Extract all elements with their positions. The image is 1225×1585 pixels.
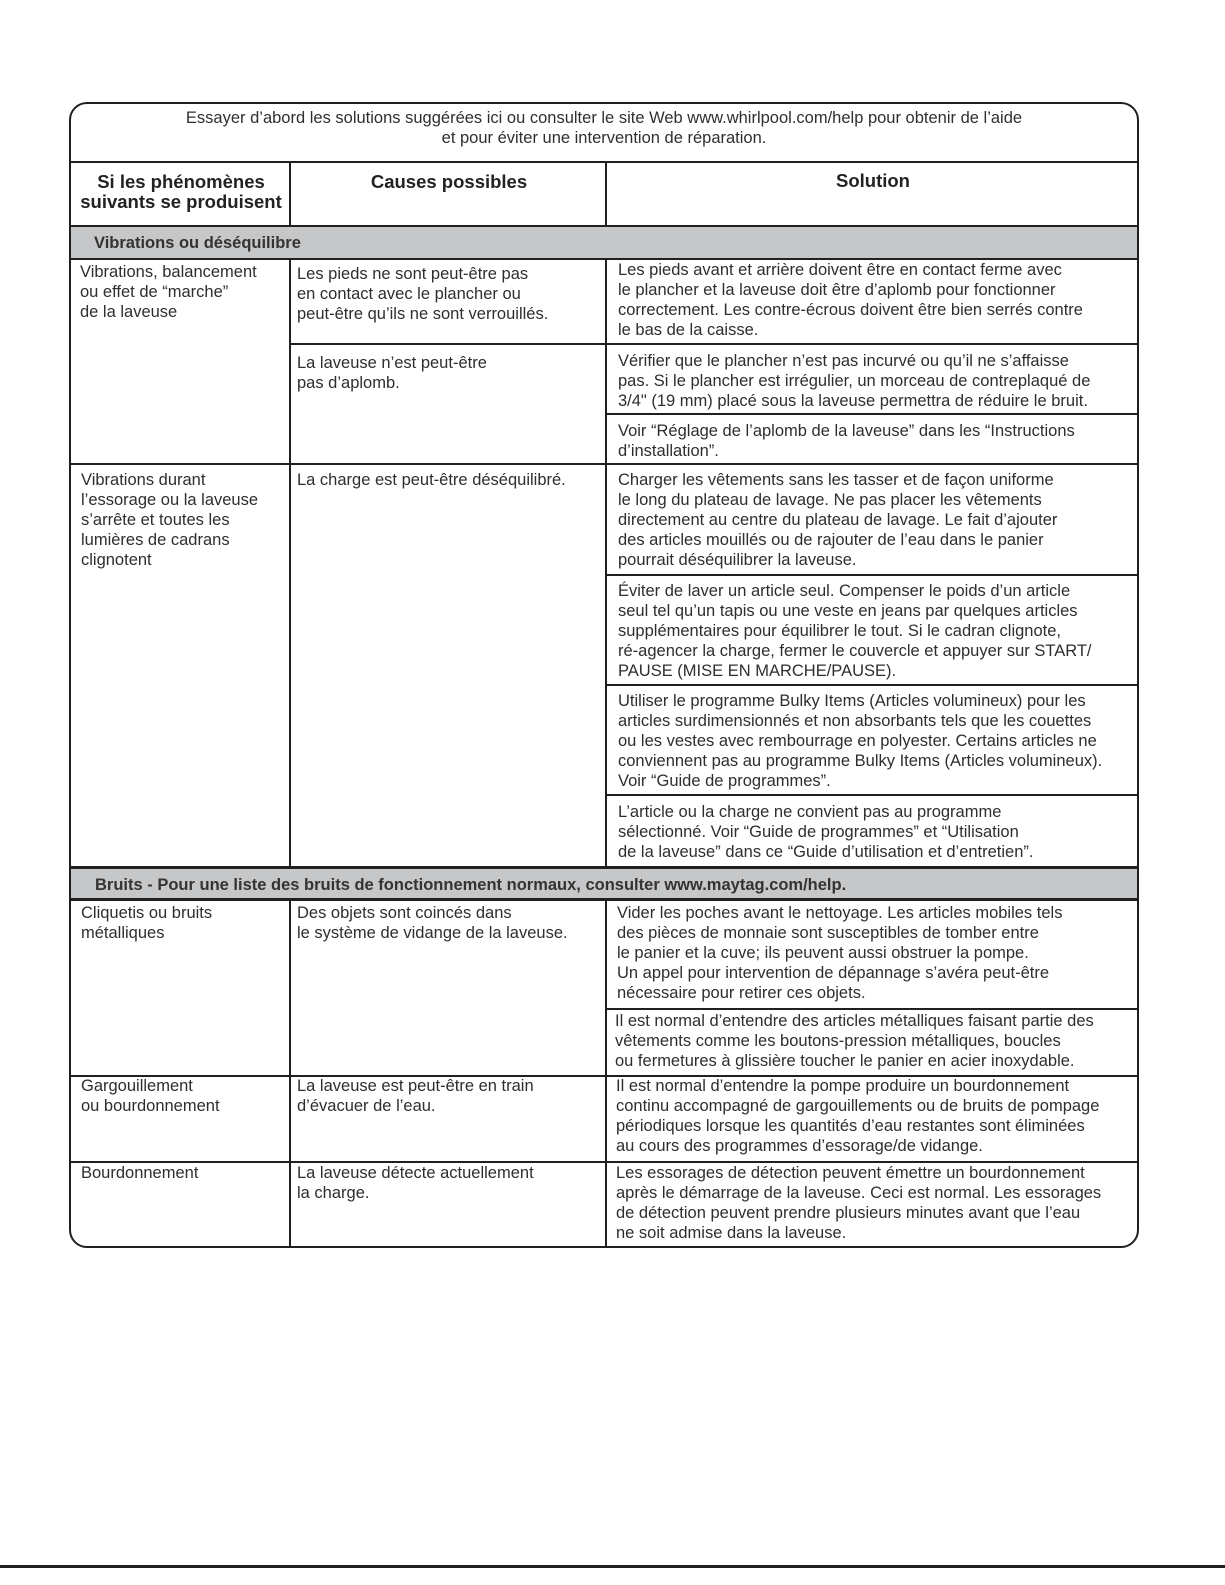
- text-line: de la laveuse: [80, 303, 178, 321]
- text-line: Bourdonnement: [81, 1164, 199, 1182]
- cause-cell: [297, 1076, 534, 1116]
- text-line: Il est normal d’entendre la pompe produire un bourdonnement: [616, 1077, 1070, 1095]
- text-line: ré-agencer la charge, fermer le couvercle et appuyer sur START/: [618, 642, 1092, 660]
- text-line: Des objets sont coincés dans: [297, 904, 512, 922]
- cause-cell: [297, 1163, 534, 1203]
- text-line: le système de vidange de la laveuse.: [297, 924, 568, 942]
- intro-text: [71, 104, 1137, 162]
- text-line: ou bourdonnement: [81, 1097, 220, 1115]
- column-header-problem: [73, 172, 289, 212]
- text-line: Gargouillement: [81, 1077, 193, 1095]
- intro-line-1: Essayer d’abord les solutions suggérées ici ou consulter le site Web www.whirlpool.com/help pour obtenir de l’aide: [185, 109, 1023, 127]
- text-line: ou effet de “marche”: [80, 283, 229, 301]
- text-line: métalliques: [81, 924, 165, 942]
- cause-cell: [297, 903, 568, 943]
- text-line: après le démarrage de la laveuse. Ceci est normal. Les essorages: [616, 1184, 1102, 1202]
- row-divider: [605, 684, 1139, 686]
- column-divider: [605, 162, 607, 226]
- section-title: Vibrations ou déséquilibre: [94, 234, 301, 252]
- column-header-problem-line-2: suivants se produisent: [80, 191, 282, 212]
- text-line: le panier et la cuve; ils peuvent aussi obstruer la pompe.: [617, 944, 1029, 962]
- text-line: Utiliser le programme Bulky Items (Articles volumineux) pour les: [618, 692, 1086, 710]
- column-header-causes: Causes possibles: [370, 171, 528, 192]
- solution-cell: [616, 1163, 1101, 1243]
- solution-cell: [618, 691, 1102, 791]
- text-line: Charger les vêtements sans les tasser et de façon uniforme: [618, 471, 1054, 489]
- section-header-noise: [71, 866, 1137, 901]
- text-line: Les pieds avant et arrière doivent être en contact ferme avec: [618, 261, 1062, 279]
- text-line: ou les vestes avec rembourrage en polyester. Certains articles ne: [618, 732, 1097, 750]
- solution-cell: [618, 421, 1075, 461]
- text-line: articles surdimensionnés et non absorbants tels que les couettes: [618, 712, 1092, 730]
- text-line: pas. Si le plancher est irrégulier, un morceau de contreplaqué de: [618, 372, 1091, 390]
- text-line: de la laveuse” dans ce “Guide d’utilisation et d’entretien”.: [618, 843, 1034, 861]
- text-line: le plancher et la laveuse doit être d’aplomb pour fonctionner: [618, 281, 1056, 299]
- solution-cell: [615, 1011, 1094, 1071]
- solution-cell: [618, 802, 1034, 862]
- text-line: correctement. Les contre-écrous doivent être bien serrés contre: [618, 301, 1083, 319]
- text-line: La laveuse est peut-être en train: [297, 1077, 534, 1095]
- text-line: périodiques lorsque les quantités d’eau restantes sont éliminées: [616, 1117, 1085, 1135]
- text-line: conviennent pas au programme Bulky Items (Articles volumineux).: [618, 752, 1103, 770]
- text-line: peut-être qu’ils ne sont verrouillés.: [297, 305, 549, 323]
- text-line: d’évacuer de l’eau.: [297, 1097, 436, 1115]
- text-line: lumières de cadrans: [81, 531, 230, 549]
- cause-cell: [297, 353, 487, 393]
- text-line: directement au centre du plateau de lavage. Le fait d’ajouter: [618, 511, 1058, 529]
- text-line: 3/4" (19 mm) placé sous la laveuse permettra de réduire le bruit.: [618, 392, 1088, 410]
- text-line: au cours des programmes d’essorage/de vidange.: [616, 1137, 983, 1155]
- text-line: ne soit admise dans la laveuse.: [616, 1224, 847, 1242]
- section-header-vibrations: [71, 225, 1137, 260]
- text-line: Les essorages de détection peuvent émettre un bourdonnement: [616, 1164, 1085, 1182]
- text-line: en contact avec le plancher ou: [297, 285, 521, 303]
- text-line: PAUSE (MISE EN MARCHE/PAUSE).: [618, 662, 897, 680]
- troubleshooting-table: [69, 102, 1139, 1248]
- text-line: Il est normal d’entendre des articles métalliques faisant partie des: [615, 1012, 1094, 1030]
- solution-cell: [618, 581, 1092, 681]
- text-line: sélectionné. Voir “Guide de programmes” et “Utilisation: [618, 823, 1019, 841]
- text-line: La laveuse n’est peut-être: [297, 354, 487, 372]
- solution-cell: [618, 351, 1090, 411]
- text-line: L’article ou la charge ne convient pas au programme: [618, 803, 1002, 821]
- text-line: Vider les poches avant le nettoyage. Les articles mobiles tels: [617, 904, 1063, 922]
- row-divider: [71, 463, 1137, 465]
- solution-cell: [618, 470, 1057, 570]
- text-line: s’arrête et toutes les: [81, 511, 230, 529]
- text-line: Voir “Réglage de l’aplomb de la laveuse” dans les “Instructions: [618, 422, 1075, 440]
- row-divider: [605, 794, 1139, 796]
- row-divider: [605, 1008, 1139, 1010]
- text-line: Cliquetis ou bruits: [81, 904, 213, 922]
- solution-cell: [617, 903, 1062, 1003]
- text-line: de détection peuvent prendre plusieurs minutes avant que l’eau: [616, 1204, 1081, 1222]
- text-line: l’essorage ou la laveuse: [81, 491, 259, 509]
- problem-cell: [81, 1163, 198, 1183]
- text-line: continu accompagné de gargouillements ou de bruits de pompage: [616, 1097, 1100, 1115]
- row-divider: [289, 343, 1139, 345]
- text-line: d’installation”.: [618, 442, 719, 460]
- column-divider: [289, 260, 291, 866]
- intro-line-2: et pour éviter une intervention de réparation.: [441, 129, 767, 147]
- section-title: Bruits - Pour une liste des bruits de fonctionnement normaux, consulter www.maytag.com/help.: [95, 876, 847, 894]
- text-line: ou fermetures à glissière toucher le panier en acier inoxydable.: [615, 1052, 1075, 1070]
- text-line: Vérifier que le plancher n’est pas incurvé ou qu’il ne s’affaisse: [618, 352, 1069, 370]
- text-line: le long du plateau de lavage. Ne pas placer les vêtements: [618, 491, 1042, 509]
- text-line: seul tel qu’un tapis ou une veste en jeans par quelques articles: [618, 602, 1078, 620]
- column-divider: [289, 162, 291, 226]
- text-line: La laveuse détecte actuellement: [297, 1164, 534, 1182]
- column-divider: [605, 260, 607, 866]
- text-line: La charge est peut-être déséquilibré.: [297, 471, 566, 489]
- text-line: nécessaire pour retirer ces objets.: [617, 984, 866, 1002]
- text-line: Vibrations, balancement: [80, 263, 257, 281]
- text-line: des articles mouillés ou de rajouter de l’eau dans le panier: [618, 531, 1044, 549]
- problem-cell: [81, 903, 212, 943]
- text-line: Vibrations durant: [81, 471, 206, 489]
- divider: [71, 161, 1137, 163]
- column-header-problem-line-1: Si les phénomènes: [97, 171, 265, 192]
- text-line: des pièces de monnaie sont susceptibles de tomber entre: [617, 924, 1039, 942]
- text-line: le bas de la caisse.: [618, 321, 759, 339]
- text-line: Éviter de laver un article seul. Compenser le poids d’un article: [618, 582, 1071, 600]
- page-bottom-rule: [0, 1565, 1225, 1568]
- solution-cell: [616, 1076, 1099, 1156]
- solution-cell: [618, 260, 1083, 340]
- text-line: pas d’aplomb.: [297, 374, 400, 392]
- row-divider: [605, 413, 1139, 415]
- text-line: Un appel pour intervention de dépannage s’avéra peut-être: [617, 964, 1050, 982]
- problem-cell: [80, 262, 257, 322]
- text-line: Les pieds ne sont peut-être pas: [297, 265, 529, 283]
- problem-cell: [81, 1076, 220, 1116]
- text-line: clignotent: [81, 551, 152, 569]
- text-line: vêtements comme les boutons-pression métalliques, boucles: [615, 1032, 1061, 1050]
- text-line: supplémentaires pour équilibrer le tout. Si le cadran clignote,: [618, 622, 1062, 640]
- text-line: la charge.: [297, 1184, 370, 1202]
- text-line: Voir “Guide de programmes”.: [618, 772, 831, 790]
- problem-cell: [81, 470, 258, 570]
- column-header-solution: Solution: [836, 170, 910, 191]
- cause-cell: [297, 470, 566, 490]
- text-line: pourrait déséquilibrer la laveuse.: [618, 551, 857, 569]
- row-divider: [605, 574, 1139, 576]
- cause-cell: [297, 264, 548, 324]
